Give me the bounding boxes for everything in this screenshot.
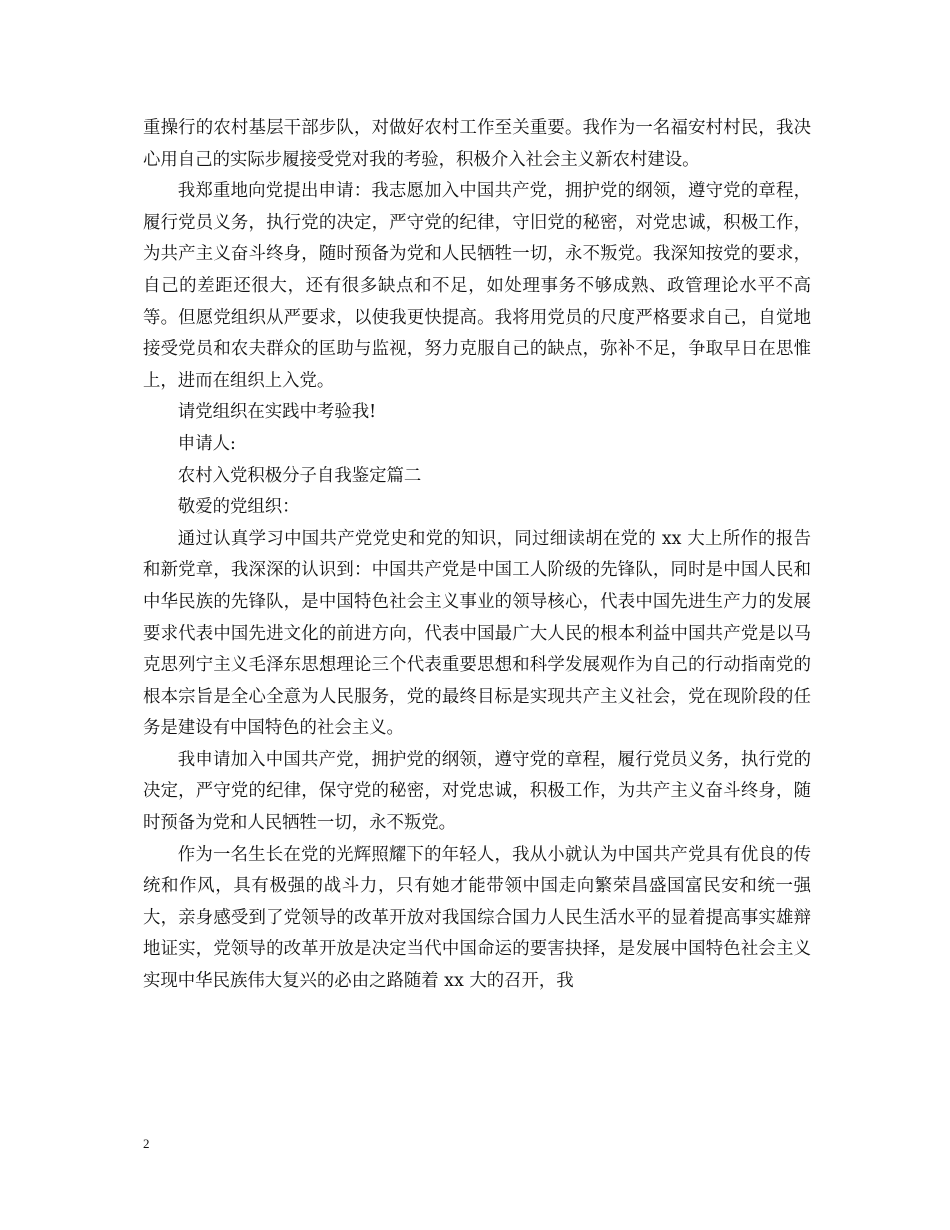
- salutation: 敬爱的党组织：: [177, 497, 300, 518]
- paragraph-continuation: 重操行的农村基层干部步队，对做好农村工作至关重要。我作为一名福安村村民，我决心用自己的实际步履接受党对我的考验，积极介入社会主义新农村建设。: [143, 118, 811, 170]
- paragraph-membership-pledge: 我申请加入中国共产党，拥护党的纲领，遵守党的章程，履行党员义务，执行党的决定，严守党的纪律，保守党的秘密，对党忠诚，积极工作，为共产主义奋斗终身，随时预备为党和人民牺牲一切，永不叛党。: [143, 749, 811, 834]
- paragraph-personal-reflection: 作为一名生长在党的光辉照耀下的年轻人，我从小就认为中国共产党具有优良的传统和作风，具有极强的战斗力，只有她才能带领中国走向繁荣昌盛国富民安和统一强大，亲身感受到了党领导的改革开放对我国综合国力人民生活水平的显着提高事实雄辩地证实，党领导的改革开放是决定当代中国命运的要害抉择，是发展中国特色社会主义实现中华民族伟大复兴的必由之路随着 xx 大的召开，我: [143, 844, 811, 992]
- document-body: [143, 113, 811, 998]
- applicant-label: 申请人:: [177, 433, 236, 454]
- section-heading: 农村入党积极分子自我鉴定篇二: [177, 465, 422, 486]
- paragraph-request: 请党组织在实践中考验我!: [177, 402, 377, 423]
- paragraph-application-statement: 我郑重地向党提出申请：我志愿加入中国共产党，拥护党的纲领，遵守党的章程，履行党员义务，执行党的决定，严守党的纪律，守旧党的秘密，对党忠诚，积极工作，为共产主义奋斗终身，随时预备为党和人民牺牲一切，永不叛党。我深知按党的要求，自己的差距还很大，还有很多缺点和不足，如处理事务不够成熟、政管理论水平不高等。但愿党组织从严要求，以使我更快提高。我将用党员的尺度严格要求自己，自觉地接受党员和农夫群众的匡助与监视，努力克服自己的缺点，弥补不足，争取早日在思惟上，进而在组织上入党。: [143, 181, 811, 391]
- page-number: 2: [143, 1136, 150, 1151]
- paragraph-party-understanding: 通过认真学习中国共产党党史和党的知识，同过细读胡在党的 xx 大上所作的报告和新党章，我深深的认识到：中国共产党是中国工人阶级的先锋队，同时是中国人民和中华民族的先锋队，是中国特色社会主义事业的领导核心，代表中国先进生产力的发展要求代表中国先进文化的前进方向，代表中国最广大人民的根本利益中国共产党是以马克思列宁主义毛泽东思想理论三个代表重要思想和科学发展观作为自己的行动指南党的根本宗旨是全心全意为人民服务，党的最终目标是实现共产主义社会，党在现阶段的任务是建设有中国特色的社会主义。: [143, 528, 811, 739]
